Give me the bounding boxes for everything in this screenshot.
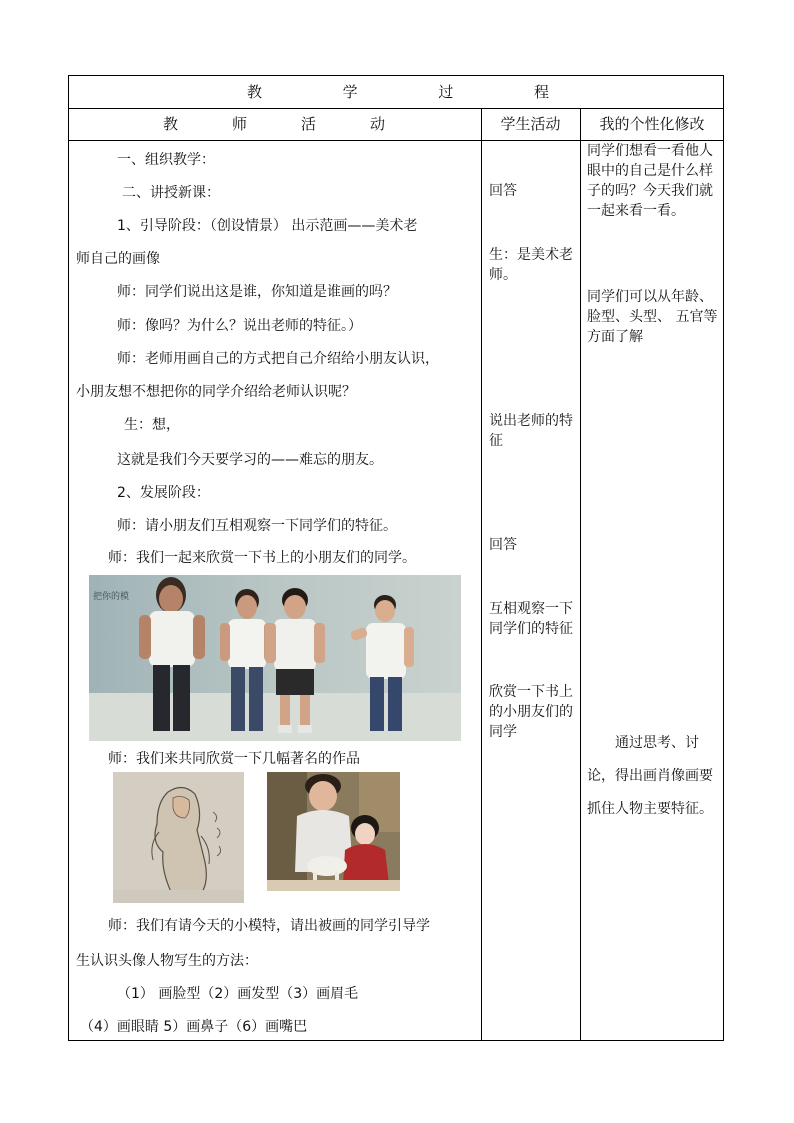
oil-painting-drawing: [267, 772, 400, 891]
column-divider: [580, 108, 581, 1040]
header-row: [69, 108, 723, 141]
teacher-line: 一、组织教学：: [117, 152, 215, 168]
artwork-oil-painting-image: [267, 772, 400, 891]
modification-text: 同学们想看一看他人眼中的自己是什么样子的吗？今天我们就一起来看一看。: [587, 143, 713, 219]
title-char: 学: [342, 83, 358, 101]
title-char: 教: [247, 83, 263, 101]
teacher-line: 2、发展阶段：: [117, 485, 210, 501]
modification-text: 通过思考、讨论，得出画肖像画要抓住人物主要特征。: [587, 735, 713, 817]
sketch-drawing: [113, 772, 244, 903]
artwork-sketch-image: [113, 772, 244, 903]
photo-caption: 把你的模: [93, 592, 130, 602]
teacher-line: 师：我们有请今天的小模特，请出被画的同学引导学: [108, 918, 430, 934]
title-row: [69, 76, 723, 109]
title-char: 过: [438, 83, 454, 101]
teacher-line: 师：请小朋友们互相观察一下同学们的特征。: [117, 518, 397, 534]
table-title: [247, 76, 549, 108]
header-char: 活: [300, 115, 316, 133]
teacher-line: 师：我们来共同欣赏一下几幅著名的作品: [108, 751, 360, 767]
student-activity-text: 生：是美术老师。: [489, 247, 573, 283]
teacher-line: 小朋友想不想把你的同学介绍给老师认识呢？: [76, 384, 356, 400]
teacher-line: 师：老师用画自己的方式把自己介绍给小朋友认识，: [117, 351, 439, 367]
header-teacher-activity: [163, 108, 385, 140]
children-photo-drawing: [89, 575, 461, 741]
header-modification: 我的个性化修改: [599, 115, 705, 133]
student-activity-text: 回答: [489, 537, 517, 553]
teacher-line: 生认识头像人物写生的方法：: [76, 953, 258, 969]
teacher-line: 这就是我们今天要学习的——难忘的朋友。: [117, 452, 383, 468]
header-student-activity: 学生活动: [500, 115, 561, 133]
teacher-line: 师自己的画像: [76, 251, 160, 267]
header-char: 师: [231, 115, 247, 133]
teacher-line: 1、引导阶段：（创设情景） 出示范画——美术老: [117, 218, 418, 234]
textbook-photo-children: [89, 575, 461, 741]
column-divider: [481, 108, 482, 1040]
student-activity-text: 说出老师的特征: [489, 413, 573, 449]
teacher-line: （1） 画脸型（2）画发型（3）画眉毛: [117, 986, 359, 1002]
header-char: 动: [369, 115, 385, 133]
teacher-line: （4）画眼睛 5）画鼻子（6）画嘴巴: [80, 1019, 308, 1035]
teacher-line: 师：同学们说出这是谁，你知道是谁画的吗？: [117, 284, 397, 300]
modification-text: 同学们可以从年龄、脸型、头型、 五官等方面了解: [587, 289, 718, 345]
student-activity-text: 互相观察一下同学们的特征: [489, 601, 573, 637]
teacher-line: 师：我们一起来欣赏一下书上的小朋友们的同学。: [108, 550, 416, 566]
teacher-line: 二、讲授新课：: [122, 185, 220, 201]
teacher-line: 生：想，: [124, 417, 180, 433]
header-char: 教: [163, 115, 179, 133]
teacher-line: 师：像吗？为什么？说出老师的特征。）: [117, 318, 362, 334]
student-activity-text: 回答: [489, 183, 517, 199]
student-activity-text: 欣赏一下书上的小朋友们的同学: [489, 684, 573, 740]
title-char: 程: [533, 83, 549, 101]
